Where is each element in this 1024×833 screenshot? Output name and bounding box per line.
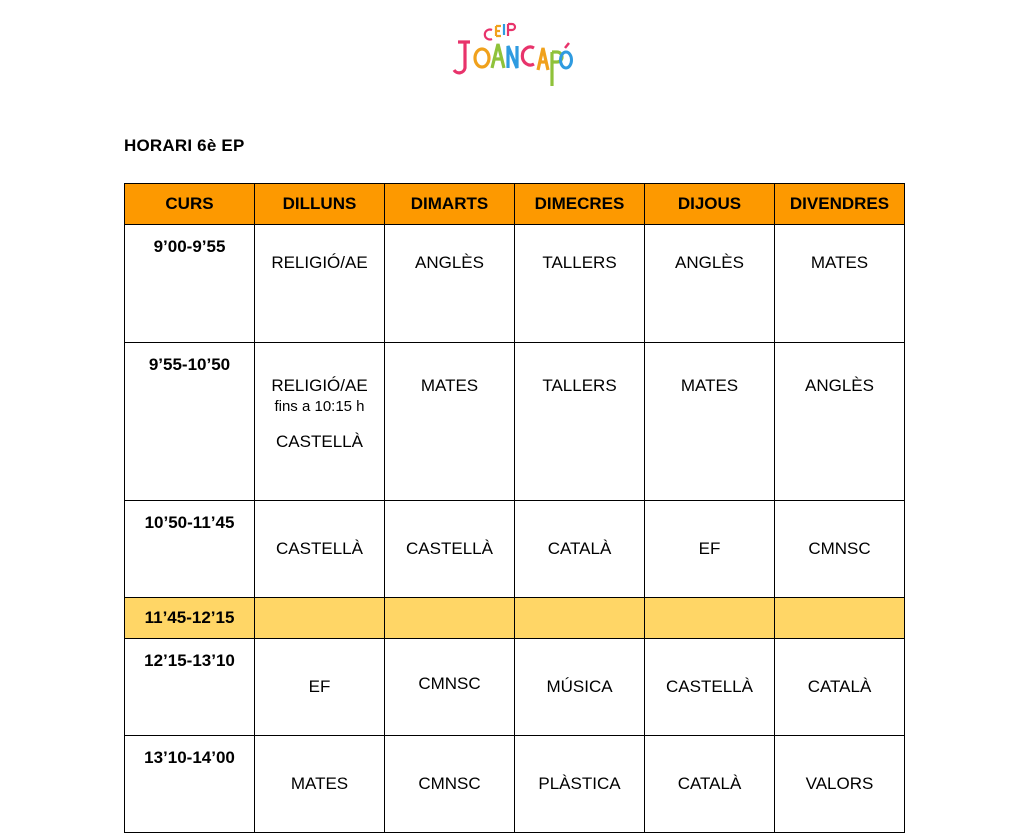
header-divendres: DIVENDRES: [775, 184, 905, 225]
subject-cell: MATES: [645, 343, 775, 501]
header-dilluns: DILLUNS: [255, 184, 385, 225]
time-cell: 12’15-13’10: [125, 639, 255, 736]
subject-cell: RELIGIÓ/AE: [255, 225, 385, 343]
subject-cell: CMNSC: [385, 639, 515, 736]
page-title: HORARI 6è EP: [124, 136, 245, 155]
time-cell: 9’00-9’55: [125, 225, 255, 343]
break-cell: [645, 598, 775, 639]
header-curs: CURS: [125, 184, 255, 225]
header-row: [125, 184, 905, 225]
subject-cell: TALLERS: [515, 225, 645, 343]
subject-cell: EF: [645, 501, 775, 598]
subject-cell: CMNSC: [775, 501, 905, 598]
subject-cell: MATES: [255, 736, 385, 833]
subject-cell: CATALÀ: [645, 736, 775, 833]
subject-cell: VALORS: [775, 736, 905, 833]
subject-label-extra: CASTELLÀ: [276, 432, 363, 451]
table-row: [125, 501, 905, 598]
time-cell: 13’10-14’00: [125, 736, 255, 833]
time-cell: 11’45-12’15: [125, 598, 255, 639]
break-cell: [385, 598, 515, 639]
subject-cell: CASTELLÀ: [645, 639, 775, 736]
subject-cell: MÚSICA: [515, 639, 645, 736]
subject-cell: ANGLÈS: [645, 225, 775, 343]
time-cell: 10’50-11’45: [125, 501, 255, 598]
subject-cell: CATALÀ: [775, 639, 905, 736]
schedule-table: [124, 183, 905, 833]
time-cell: 9’55-10’50: [125, 343, 255, 501]
subject-cell: CASTELLÀ: [385, 501, 515, 598]
subject-cell: ANGLÈS: [385, 225, 515, 343]
subject-cell: EF: [255, 639, 385, 736]
logo-lettering-icon: [452, 20, 574, 92]
table-row: [125, 343, 905, 501]
school-logo: [452, 20, 574, 92]
table-row: [125, 225, 905, 343]
subject-note: fins a 10:15 h: [274, 398, 365, 415]
header-dijous: DIJOUS: [645, 184, 775, 225]
subject-cell: MATES: [775, 225, 905, 343]
table-row: [125, 639, 905, 736]
break-row: [125, 598, 905, 639]
subject-cell: ANGLÈS: [775, 343, 905, 501]
subject-cell: CATALÀ: [515, 501, 645, 598]
table-row: [125, 736, 905, 833]
subject-cell: CMNSC: [385, 736, 515, 833]
subject-cell: TALLERS: [515, 343, 645, 501]
header-dimecres: DIMECRES: [515, 184, 645, 225]
break-cell: [255, 598, 385, 639]
break-cell: [515, 598, 645, 639]
subject-cell: CASTELLÀ: [255, 501, 385, 598]
break-cell: [775, 598, 905, 639]
subject-cell: MATES: [385, 343, 515, 501]
header-dimarts: DIMARTS: [385, 184, 515, 225]
subject-label: RELIGIÓ/AE: [271, 376, 368, 395]
subject-cell: PLÀSTICA: [515, 736, 645, 833]
subject-cell: [255, 343, 385, 501]
